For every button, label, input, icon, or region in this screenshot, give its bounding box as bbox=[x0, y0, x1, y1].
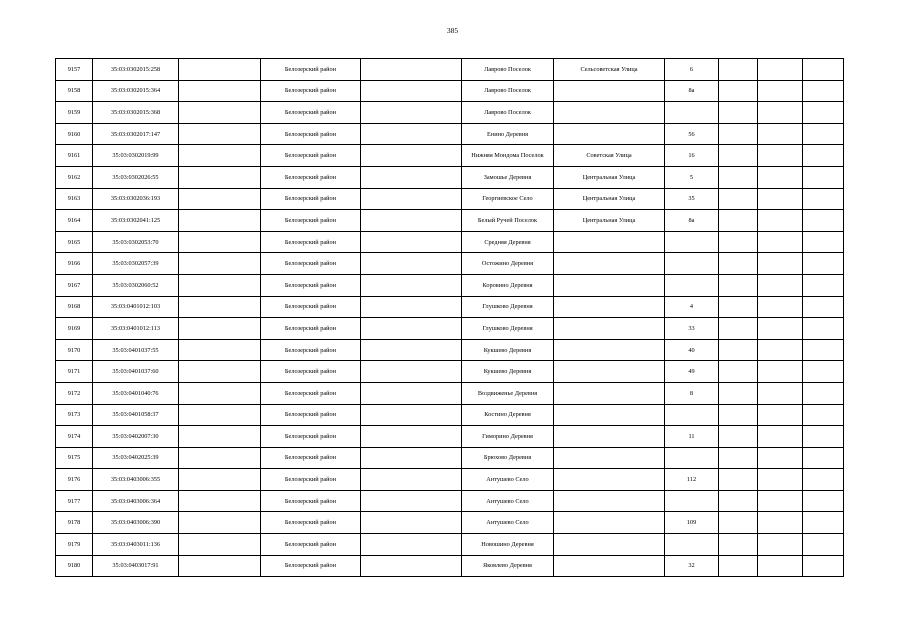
district-cell: Белозерский район bbox=[261, 447, 361, 469]
empty-cell bbox=[719, 123, 758, 145]
district-cell: Белозерский район bbox=[261, 166, 361, 188]
table-row bbox=[56, 102, 844, 124]
empty-cell bbox=[719, 534, 758, 556]
cadastral-number-cell: 35:03:0302015:368 bbox=[93, 102, 179, 124]
empty-cell bbox=[803, 231, 844, 253]
empty-cell bbox=[179, 404, 261, 426]
table-row bbox=[56, 447, 844, 469]
street-cell bbox=[554, 123, 665, 145]
house-number-cell bbox=[665, 404, 719, 426]
empty-cell bbox=[758, 274, 803, 296]
house-number-cell bbox=[665, 102, 719, 124]
empty-cell bbox=[758, 59, 803, 81]
empty-cell bbox=[758, 318, 803, 340]
district-cell: Белозерский район bbox=[261, 59, 361, 81]
empty-cell bbox=[179, 361, 261, 383]
empty-cell bbox=[758, 145, 803, 167]
settlement-cell: Кукшево Деревня bbox=[462, 339, 554, 361]
row-number-cell: 9174 bbox=[56, 426, 93, 448]
empty-cell bbox=[803, 274, 844, 296]
empty-cell bbox=[758, 382, 803, 404]
settlement-cell: Коровино Деревня bbox=[462, 274, 554, 296]
settlement-cell: Енино Деревня bbox=[462, 123, 554, 145]
row-number-cell: 9165 bbox=[56, 231, 93, 253]
row-number-cell: 9169 bbox=[56, 318, 93, 340]
settlement-cell: Яковлево Деревня bbox=[462, 555, 554, 577]
empty-cell bbox=[179, 555, 261, 577]
cadastral-number-cell: 35:03:0302053:70 bbox=[93, 231, 179, 253]
empty-cell bbox=[719, 382, 758, 404]
empty-cell bbox=[758, 210, 803, 232]
table-row bbox=[56, 166, 844, 188]
page-number: 385 bbox=[446, 26, 459, 35]
street-cell bbox=[554, 382, 665, 404]
street-cell bbox=[554, 339, 665, 361]
settlement-cell: Средняя Деревня bbox=[462, 231, 554, 253]
house-number-cell: 35 bbox=[665, 188, 719, 210]
empty-cell bbox=[803, 59, 844, 81]
row-number-cell: 9163 bbox=[56, 188, 93, 210]
house-number-cell: 11 bbox=[665, 426, 719, 448]
empty-cell bbox=[758, 188, 803, 210]
table-row bbox=[56, 555, 844, 577]
district-cell: Белозерский район bbox=[261, 318, 361, 340]
district-cell: Белозерский район bbox=[261, 80, 361, 102]
empty-cell bbox=[803, 166, 844, 188]
empty-cell bbox=[803, 80, 844, 102]
row-number-cell: 9157 bbox=[56, 59, 93, 81]
cadastral-number-cell: 35:03:0401058:37 bbox=[93, 404, 179, 426]
empty-cell bbox=[803, 102, 844, 124]
empty-cell bbox=[179, 469, 261, 491]
street-cell bbox=[554, 555, 665, 577]
empty-cell bbox=[179, 339, 261, 361]
empty-cell bbox=[179, 210, 261, 232]
district-cell: Белозерский район bbox=[261, 382, 361, 404]
empty-cell bbox=[719, 555, 758, 577]
table-row bbox=[56, 80, 844, 102]
street-cell bbox=[554, 102, 665, 124]
district-cell: Белозерский район bbox=[261, 339, 361, 361]
settlement-cell: Новошино Деревня bbox=[462, 534, 554, 556]
empty-cell bbox=[361, 490, 462, 512]
row-number-cell: 9178 bbox=[56, 512, 93, 534]
street-cell bbox=[554, 404, 665, 426]
empty-cell bbox=[179, 80, 261, 102]
empty-cell bbox=[803, 426, 844, 448]
settlement-cell: Брюхово Деревня bbox=[462, 447, 554, 469]
row-number-cell: 9179 bbox=[56, 534, 93, 556]
empty-cell bbox=[803, 296, 844, 318]
house-number-cell: 8а bbox=[665, 80, 719, 102]
table-row bbox=[56, 296, 844, 318]
empty-cell bbox=[179, 296, 261, 318]
empty-cell bbox=[179, 534, 261, 556]
empty-cell bbox=[719, 447, 758, 469]
house-number-cell bbox=[665, 253, 719, 275]
table-row bbox=[56, 188, 844, 210]
table-row bbox=[56, 274, 844, 296]
settlement-cell: Кукшево Деревня bbox=[462, 361, 554, 383]
empty-cell bbox=[803, 145, 844, 167]
empty-cell bbox=[803, 318, 844, 340]
settlement-cell: Георгиевское Село bbox=[462, 188, 554, 210]
empty-cell bbox=[803, 210, 844, 232]
empty-cell bbox=[758, 339, 803, 361]
settlement-cell: Глушково Деревня bbox=[462, 296, 554, 318]
district-cell: Белозерский район bbox=[261, 490, 361, 512]
district-cell: Белозерский район bbox=[261, 102, 361, 124]
street-cell: Советская Улица bbox=[554, 145, 665, 167]
district-cell: Белозерский район bbox=[261, 210, 361, 232]
empty-cell bbox=[758, 404, 803, 426]
settlement-cell: Костино Деревня bbox=[462, 404, 554, 426]
empty-cell bbox=[758, 231, 803, 253]
empty-cell bbox=[803, 361, 844, 383]
settlement-cell: Белый Ручей Поселок bbox=[462, 210, 554, 232]
street-cell bbox=[554, 447, 665, 469]
empty-cell bbox=[179, 318, 261, 340]
row-number-cell: 9175 bbox=[56, 447, 93, 469]
cadastral-number-cell: 35:03:0302060:52 bbox=[93, 274, 179, 296]
empty-cell bbox=[719, 361, 758, 383]
empty-cell bbox=[361, 102, 462, 124]
empty-cell bbox=[758, 102, 803, 124]
cadastral-number-cell: 35:03:0302015:258 bbox=[93, 59, 179, 81]
row-number-cell: 9160 bbox=[56, 123, 93, 145]
registry-table bbox=[55, 58, 844, 577]
row-number-cell: 9171 bbox=[56, 361, 93, 383]
street-cell bbox=[554, 80, 665, 102]
street-cell bbox=[554, 318, 665, 340]
street-cell: Центральная Улица bbox=[554, 166, 665, 188]
cadastral-number-cell: 35:03:0403017:91 bbox=[93, 555, 179, 577]
empty-cell bbox=[361, 382, 462, 404]
cadastral-number-cell: 35:03:0302015:364 bbox=[93, 80, 179, 102]
street-cell: Центральная Улица bbox=[554, 188, 665, 210]
cadastral-number-cell: 35:03:0402025:39 bbox=[93, 447, 179, 469]
empty-cell bbox=[179, 145, 261, 167]
empty-cell bbox=[803, 469, 844, 491]
row-number-cell: 9161 bbox=[56, 145, 93, 167]
row-number-cell: 9177 bbox=[56, 490, 93, 512]
district-cell: Белозерский район bbox=[261, 512, 361, 534]
empty-cell bbox=[758, 534, 803, 556]
table-row bbox=[56, 210, 844, 232]
district-cell: Белозерский район bbox=[261, 555, 361, 577]
empty-cell bbox=[361, 210, 462, 232]
empty-cell bbox=[361, 404, 462, 426]
table-row bbox=[56, 404, 844, 426]
settlement-cell: Замошье Деревня bbox=[462, 166, 554, 188]
house-number-cell: 49 bbox=[665, 361, 719, 383]
settlement-cell: Воздвиженье Деревня bbox=[462, 382, 554, 404]
cadastral-number-cell: 35:03:0401037:55 bbox=[93, 339, 179, 361]
table-row bbox=[56, 145, 844, 167]
cadastral-number-cell: 35:03:0402007:30 bbox=[93, 426, 179, 448]
house-number-cell: 40 bbox=[665, 339, 719, 361]
empty-cell bbox=[179, 123, 261, 145]
empty-cell bbox=[803, 447, 844, 469]
empty-cell bbox=[361, 123, 462, 145]
table-row bbox=[56, 231, 844, 253]
registry-table-body bbox=[56, 59, 844, 577]
empty-cell bbox=[719, 469, 758, 491]
settlement-cell: Лаврово Поселок bbox=[462, 80, 554, 102]
house-number-cell bbox=[665, 447, 719, 469]
empty-cell bbox=[361, 318, 462, 340]
district-cell: Белозерский район bbox=[261, 469, 361, 491]
street-cell bbox=[554, 490, 665, 512]
street-cell bbox=[554, 426, 665, 448]
empty-cell bbox=[179, 253, 261, 275]
cadastral-number-cell: 35:03:0302041:125 bbox=[93, 210, 179, 232]
empty-cell bbox=[361, 80, 462, 102]
street-cell bbox=[554, 361, 665, 383]
empty-cell bbox=[179, 447, 261, 469]
house-number-cell: 16 bbox=[665, 145, 719, 167]
street-cell bbox=[554, 274, 665, 296]
street-cell bbox=[554, 512, 665, 534]
cadastral-number-cell: 35:03:0302019:99 bbox=[93, 145, 179, 167]
district-cell: Белозерский район bbox=[261, 404, 361, 426]
house-number-cell: 5 bbox=[665, 166, 719, 188]
house-number-cell: 33 bbox=[665, 318, 719, 340]
settlement-cell: Остожино Деревня bbox=[462, 253, 554, 275]
empty-cell bbox=[719, 274, 758, 296]
street-cell bbox=[554, 469, 665, 491]
empty-cell bbox=[179, 426, 261, 448]
empty-cell bbox=[803, 555, 844, 577]
cadastral-number-cell: 35:03:0401040:76 bbox=[93, 382, 179, 404]
table-row bbox=[56, 361, 844, 383]
empty-cell bbox=[719, 59, 758, 81]
cadastral-number-cell: 35:03:0403006:364 bbox=[93, 490, 179, 512]
house-number-cell: 32 bbox=[665, 555, 719, 577]
settlement-cell: Глушково Деревня bbox=[462, 318, 554, 340]
district-cell: Белозерский район bbox=[261, 188, 361, 210]
empty-cell bbox=[179, 274, 261, 296]
empty-cell bbox=[179, 231, 261, 253]
empty-cell bbox=[361, 231, 462, 253]
empty-cell bbox=[719, 339, 758, 361]
empty-cell bbox=[361, 188, 462, 210]
cadastral-number-cell: 35:03:0403006:355 bbox=[93, 469, 179, 491]
row-number-cell: 9167 bbox=[56, 274, 93, 296]
row-number-cell: 9170 bbox=[56, 339, 93, 361]
house-number-cell: 6 bbox=[665, 59, 719, 81]
cadastral-number-cell: 35:03:0302026:55 bbox=[93, 166, 179, 188]
empty-cell bbox=[803, 382, 844, 404]
table-row bbox=[56, 512, 844, 534]
empty-cell bbox=[803, 534, 844, 556]
table-row bbox=[56, 469, 844, 491]
house-number-cell: 8а bbox=[665, 210, 719, 232]
empty-cell bbox=[719, 102, 758, 124]
row-number-cell: 9173 bbox=[56, 404, 93, 426]
settlement-cell: Нижняя Мондома Поселок bbox=[462, 145, 554, 167]
house-number-cell: 4 bbox=[665, 296, 719, 318]
empty-cell bbox=[803, 253, 844, 275]
row-number-cell: 9176 bbox=[56, 469, 93, 491]
table-row bbox=[56, 426, 844, 448]
settlement-cell: Лаврово Поселок bbox=[462, 102, 554, 124]
empty-cell bbox=[758, 469, 803, 491]
empty-cell bbox=[361, 59, 462, 81]
empty-cell bbox=[361, 253, 462, 275]
empty-cell bbox=[758, 123, 803, 145]
house-number-cell: 56 bbox=[665, 123, 719, 145]
row-number-cell: 9180 bbox=[56, 555, 93, 577]
empty-cell bbox=[719, 210, 758, 232]
district-cell: Белозерский район bbox=[261, 231, 361, 253]
empty-cell bbox=[758, 555, 803, 577]
street-cell bbox=[554, 534, 665, 556]
house-number-cell: 8 bbox=[665, 382, 719, 404]
cadastral-number-cell: 35:03:0401012:103 bbox=[93, 296, 179, 318]
settlement-cell: Антушево Село bbox=[462, 490, 554, 512]
district-cell: Белозерский район bbox=[261, 123, 361, 145]
empty-cell bbox=[179, 512, 261, 534]
empty-cell bbox=[758, 253, 803, 275]
empty-cell bbox=[361, 447, 462, 469]
cadastral-number-cell: 35:03:0302057:39 bbox=[93, 253, 179, 275]
table-row bbox=[56, 123, 844, 145]
street-cell bbox=[554, 296, 665, 318]
house-number-cell bbox=[665, 274, 719, 296]
settlement-cell: Антушево Село bbox=[462, 469, 554, 491]
empty-cell bbox=[719, 404, 758, 426]
empty-cell bbox=[361, 145, 462, 167]
empty-cell bbox=[719, 80, 758, 102]
empty-cell bbox=[758, 296, 803, 318]
empty-cell bbox=[719, 296, 758, 318]
row-number-cell: 9158 bbox=[56, 80, 93, 102]
table-row bbox=[56, 382, 844, 404]
empty-cell bbox=[719, 512, 758, 534]
table-row bbox=[56, 534, 844, 556]
empty-cell bbox=[361, 274, 462, 296]
empty-cell bbox=[719, 426, 758, 448]
empty-cell bbox=[719, 145, 758, 167]
empty-cell bbox=[361, 296, 462, 318]
district-cell: Белозерский район bbox=[261, 426, 361, 448]
empty-cell bbox=[179, 382, 261, 404]
empty-cell bbox=[179, 188, 261, 210]
street-cell bbox=[554, 231, 665, 253]
row-number-cell: 9166 bbox=[56, 253, 93, 275]
empty-cell bbox=[719, 253, 758, 275]
street-cell: Центральная Улица bbox=[554, 210, 665, 232]
district-cell: Белозерский район bbox=[261, 145, 361, 167]
cadastral-number-cell: 35:03:0302036:193 bbox=[93, 188, 179, 210]
row-number-cell: 9159 bbox=[56, 102, 93, 124]
cadastral-number-cell: 35:03:0302017:147 bbox=[93, 123, 179, 145]
table-row bbox=[56, 490, 844, 512]
empty-cell bbox=[361, 469, 462, 491]
table-row bbox=[56, 339, 844, 361]
cadastral-number-cell: 35:03:0403011:136 bbox=[93, 534, 179, 556]
empty-cell bbox=[803, 404, 844, 426]
empty-cell bbox=[719, 166, 758, 188]
table-row bbox=[56, 318, 844, 340]
house-number-cell bbox=[665, 534, 719, 556]
empty-cell bbox=[719, 188, 758, 210]
empty-cell bbox=[803, 512, 844, 534]
empty-cell bbox=[758, 490, 803, 512]
house-number-cell bbox=[665, 231, 719, 253]
settlement-cell: Гиморино Деревня bbox=[462, 426, 554, 448]
empty-cell bbox=[361, 166, 462, 188]
empty-cell bbox=[758, 80, 803, 102]
district-cell: Белозерский район bbox=[261, 253, 361, 275]
empty-cell bbox=[179, 102, 261, 124]
empty-cell bbox=[758, 447, 803, 469]
empty-cell bbox=[803, 339, 844, 361]
cadastral-number-cell: 35:03:0403006:390 bbox=[93, 512, 179, 534]
empty-cell bbox=[361, 512, 462, 534]
table-row bbox=[56, 59, 844, 81]
house-number-cell: 109 bbox=[665, 512, 719, 534]
empty-cell bbox=[719, 490, 758, 512]
empty-cell bbox=[719, 231, 758, 253]
district-cell: Белозерский район bbox=[261, 534, 361, 556]
row-number-cell: 9168 bbox=[56, 296, 93, 318]
empty-cell bbox=[179, 166, 261, 188]
empty-cell bbox=[179, 490, 261, 512]
empty-cell bbox=[361, 361, 462, 383]
house-number-cell bbox=[665, 490, 719, 512]
settlement-cell: Лаврово Поселок bbox=[462, 59, 554, 81]
house-number-cell: 112 bbox=[665, 469, 719, 491]
empty-cell bbox=[179, 59, 261, 81]
empty-cell bbox=[803, 123, 844, 145]
street-cell: Сельсоветская Улица bbox=[554, 59, 665, 81]
empty-cell bbox=[803, 490, 844, 512]
empty-cell bbox=[758, 512, 803, 534]
empty-cell bbox=[758, 426, 803, 448]
street-cell bbox=[554, 253, 665, 275]
table-row bbox=[56, 253, 844, 275]
empty-cell bbox=[758, 361, 803, 383]
empty-cell bbox=[361, 555, 462, 577]
empty-cell bbox=[361, 339, 462, 361]
district-cell: Белозерский район bbox=[261, 274, 361, 296]
district-cell: Белозерский район bbox=[261, 296, 361, 318]
empty-cell bbox=[361, 534, 462, 556]
cadastral-number-cell: 35:03:0401012:113 bbox=[93, 318, 179, 340]
empty-cell bbox=[758, 166, 803, 188]
settlement-cell: Антушево Село bbox=[462, 512, 554, 534]
row-number-cell: 9162 bbox=[56, 166, 93, 188]
empty-cell bbox=[361, 426, 462, 448]
cadastral-number-cell: 35:03:0401037:60 bbox=[93, 361, 179, 383]
empty-cell bbox=[719, 318, 758, 340]
row-number-cell: 9164 bbox=[56, 210, 93, 232]
district-cell: Белозерский район bbox=[261, 361, 361, 383]
empty-cell bbox=[803, 188, 844, 210]
row-number-cell: 9172 bbox=[56, 382, 93, 404]
